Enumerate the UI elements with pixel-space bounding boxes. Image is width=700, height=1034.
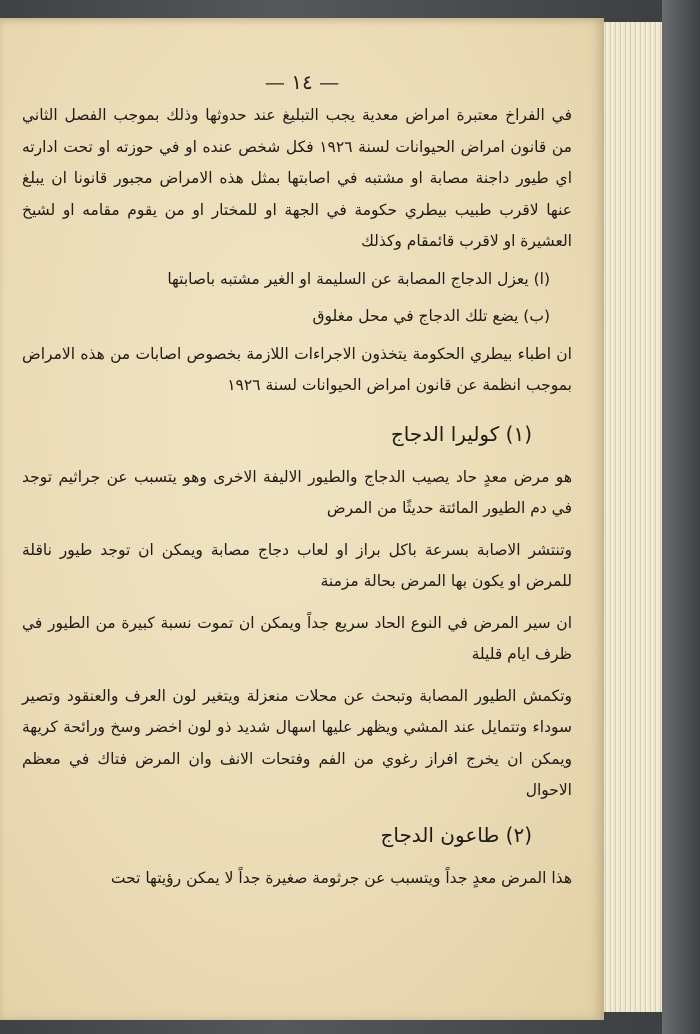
list-item-enclose: (ب) يضع تلك الدجاج في محل مغلوق (312, 307, 550, 325)
section-heading-cholera: (١) كوليرا الدجاج (390, 421, 532, 446)
paragraph-plague-definition: هذا المرض معدٍ جداً ويتسبب عن جرثومة صغيرة جداً لا يمكن رؤيتها تحت (110, 868, 572, 887)
book-cover-edge (662, 0, 700, 1034)
paragraph-cholera-symptoms: وتكمش الطيور المصابة وتبحث عن محلات منعزلة ويتغير لون العرف والعنقود وتصير سوداء وتتمايل عند المشي ويظهر عليها اسهال شديد ذو لون اخضر وسخ ورائحة كريهة ويمكن ان يخرج افراز رغوي من الفم وفتحات الانف وان المرض فتاك في معظم الاحوال (22, 686, 572, 799)
list-item-isolate: (ا) يعزل الدجاج المصابة عن السليمة او الغير مشتبه باصابتها (167, 269, 550, 288)
paragraph-cholera-definition: هو مرض معدٍ حاد يصيب الدجاج والطيور الاليفة الاخرى وهو يتسبب عن جراثيم توجد في دم الطيور المائتة حديثًا من المرض (22, 467, 572, 517)
page-number: — ١٤ — (264, 70, 340, 94)
paragraph-cholera-spread: وتنتشر الاصابة بسرعة باكل براز او لعاب دجاج مصابة ويمكن ان توجد طيور ناقلة للمرض او يكون بها المرض بحالة مزمنة (22, 540, 572, 590)
paragraph-cholera-course: ان سير المرض في النوع الحاد سريع جداً ويمكن ان تموت نسبة كبيرة من الطيور في ظرف ايام قليلة (22, 613, 572, 663)
paragraph-notification-law: في الفراخ معتبرة امراض معدية يجب التبليغ عند حدوثها وذلك بموجب الفصل الثاني من قانون امراض الحيوانات لسنة ١٩٢٦ فكل شخص عنده او في حوزته او تحت ادارته اي طيور داجنة مصابة او مشتبه في اصابتها بمثل هذه الامراض مجبور قانونا ان يبلغ عنها لاقرب طبيب بيطري حكومة في الجهة او للمختار او من يقوم مقامه او لشيخ العشيرة او لاقرب قائمقام وكذلك (22, 106, 572, 250)
paragraph-vets: ان اطباء بيطري الحكومة يتخذون الاجراءات اللازمة بخصوص اصابات من هذه الامراض بموجب انظمة عن قانون امراض الحيوانات لسنة ١٩٢٦ (22, 344, 572, 394)
page-text (22, 100, 572, 894)
section-heading-plague: (٢) طاعون الدجاج (380, 822, 532, 847)
